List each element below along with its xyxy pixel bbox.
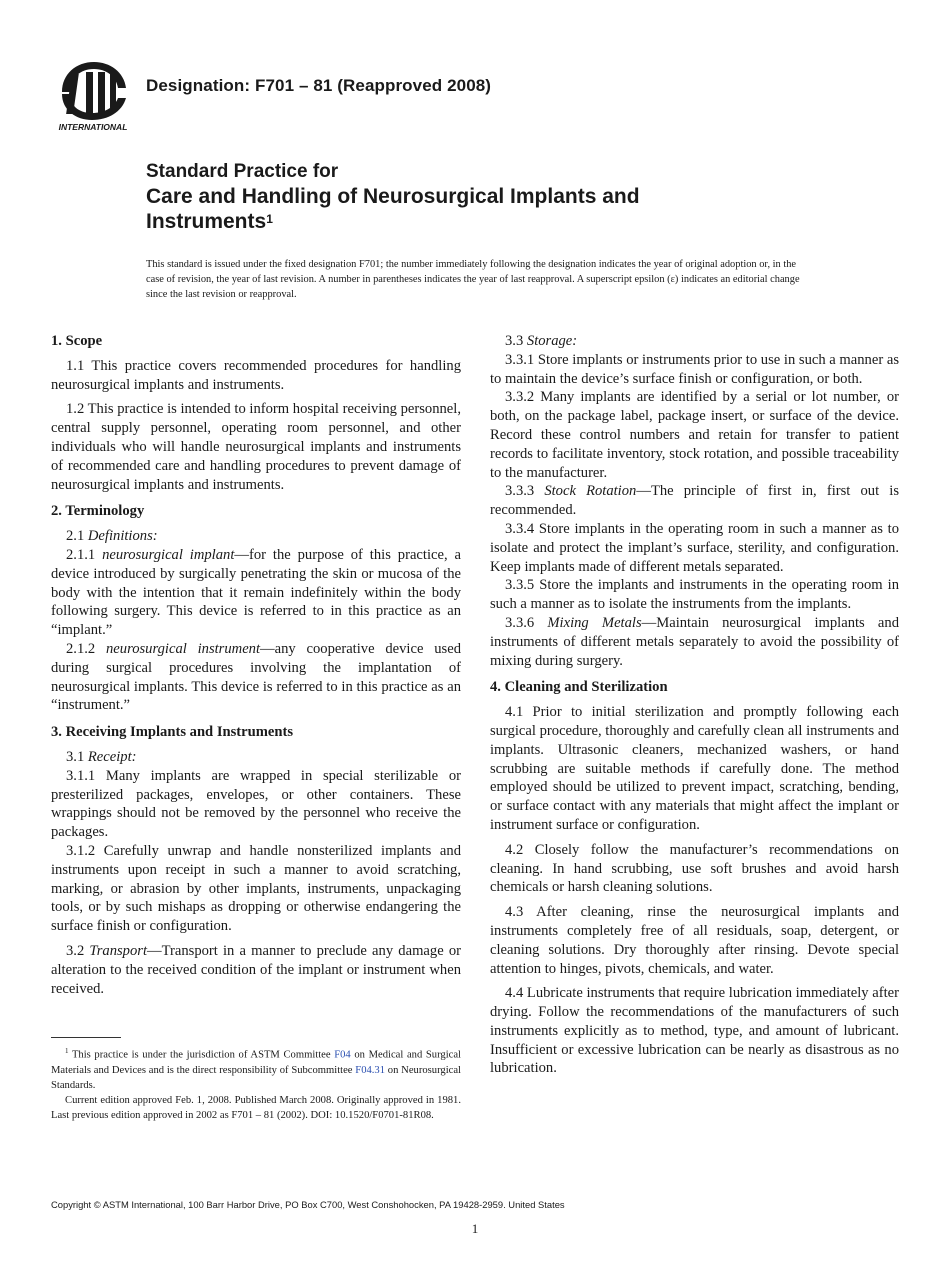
- para-2-1-1-term: neurosurgical implant: [102, 546, 235, 563]
- para-2-1-num: 2.1: [66, 528, 88, 545]
- para-4-4: 4.4 Lubricate instruments that require lubrication immediately after drying. Follow the recommendations of the manufacturers of such instruments explicitly as to method, type, and amount of lubricant. Insufficient or excessive lubrication can be nearly as disastrous as no lubrication.: [490, 985, 899, 1077]
- para-3-3-term: Storage:: [526, 333, 578, 349]
- para-1-1: 1.1 This practice covers recommended procedures for handling neurosurgical implants and instruments.: [51, 357, 461, 393]
- para-3-2-term: Transport: [89, 942, 148, 959]
- para-3-3-6-text: —Maintain neurosurgical implants and instruments of different metals separately to avoid the possibility of mixing during surgery.: [490, 614, 899, 669]
- para-3-3-3-text: —The principle of first in, first out is recommended.: [490, 483, 899, 519]
- title-line-3: [146, 209, 640, 234]
- section-2-heading: 2. Terminology: [51, 503, 145, 520]
- para-3-3-6-num: 3.3.6: [505, 614, 548, 631]
- para-3-1-1: 3.1.1 Many implants are wrapped in special sterilizable or presterilized packages, envelopes, or other containers. These wrappings should not be removed by the personnel who receive the packages.: [51, 767, 461, 841]
- issuance-note: This standard is issued under the fixed designation F701; the number immediately following the designation indicates the year of original adoption or, in the case of revision, the year of last revision. A number in parentheses indicates the year of last reapproval. A superscript epsilon (ε) indicates an editorial change since the last revision or reapproval.: [146, 259, 800, 300]
- para-3-2: [51, 942, 461, 998]
- para-3-3-2: 3.3.2 Many implants are identified by a serial or lot number, or both, on the package label, package insert, or surface of the device. Record these control numbers and retain for transfer to patient records to facilitate inventory, stock rotation, and possible traceability to the manufacturer.: [490, 389, 899, 481]
- para-3-2-text: —Transport in a manner to preclude any damage or alteration to the received condition of the implant or instrument when received.: [51, 942, 461, 997]
- para-3-3-6-term: Mixing Metals: [547, 614, 642, 631]
- page-number: 1: [471, 1221, 479, 1236]
- title-footnote-mark: 1: [266, 212, 273, 226]
- astm-logo-graphic: [52, 58, 134, 132]
- para-2-1-2: [51, 640, 461, 715]
- para-3-3-num: 3.3: [505, 333, 527, 349]
- footnote-text-b: on Medical and Surgical Materials and Devices and is the direct responsibility of Subcommittee: [51, 1049, 461, 1076]
- footnote-text-a: This practice is under the jurisdiction of ASTM Committee: [68, 1049, 335, 1061]
- designation: Designation: F701 – 81 (Reapproved 2008): [146, 76, 492, 95]
- para-3-1-num: 3.1: [66, 748, 88, 765]
- para-3-3-4: 3.3.4 Store implants in the operating room in such a manner as to isolate and protect the implant’s surface, sterility, and configuration. Keep implants made of different metals separated.: [490, 520, 899, 575]
- para-1-2: 1.2 This practice is intended to inform hospital receiving personnel, central supply personnel, operating room personnel, and other individuals who will handle neurosurgical implants and instruments of recommended care and handling procedures to prevent damage of neurosurgical implants and instruments.: [51, 401, 461, 493]
- section-4-heading: 4. Cleaning and Sterilization: [490, 679, 668, 696]
- right-column: [490, 332, 899, 1078]
- subcommittee-link[interactable]: F04.31: [355, 1064, 386, 1076]
- para-4-1: 4.1 Prior to initial sterilization and promptly following each surgical procedure, thoroughly and carefully clean all instruments and implants. Ultrasonic cleaners, mechanized washers, or hand scrubbing are suitable methods if carefully done. The method employed should be utilized to prevent impact, scratching, bending, or surface contact with any materials that might affect the implant or instrument surface or configuration.: [490, 704, 899, 833]
- title-line-2: Care and Handling of Neurosurgical Implants and: [146, 185, 640, 208]
- para-3-1-2: 3.1.2 Carefully unwrap and handle nonsterilized implants and instruments upon receipt in such a manner to avoid scratching, marking, or abrasion by other implants, instruments, unpackaging tools, or by such mishaps as dropping or otherwise endangering the surface finish or configuration.: [51, 842, 461, 935]
- title-line-1: Standard Practice for: [146, 161, 339, 182]
- para-2-1-term: Definitions:: [87, 528, 158, 545]
- footnote-edition: Current edition approved Feb. 1, 2008. Published March 2008. Originally approved in 1981. Last previous edition approved in 2002 as F701 – 81 (2002). DOI: 10.1520/F0701-81R08.: [51, 1094, 461, 1121]
- para-3-3-6: [490, 614, 899, 670]
- para-2-1-2-term: neurosurgical instrument: [106, 640, 261, 657]
- para-3-3-3-num: 3.3.3: [505, 483, 545, 500]
- astm-logo: [52, 58, 134, 132]
- footnote-1: [51, 1044, 461, 1093]
- para-2-1-2-text: —any cooperative device used during surgical procedures involving the implantation of neurosurgical implants. This device is referred to in this practice as an “instrument.”: [51, 640, 461, 714]
- para-2-1-1-num: 2.1.1: [66, 546, 103, 563]
- para-4-2: 4.2 Closely follow the manufacturer’s recommendations on cleaning. In hand scrubbing, use soft brushes and avoid harsh chemicals or harsh cleaning solutions.: [490, 841, 899, 896]
- para-3-3-3: [490, 482, 899, 520]
- para-3-3-5: 3.3.5 Store the implants and instruments in the operating room in such a manner as to isolate the instruments from the implants.: [490, 577, 899, 613]
- footnote-mark: 1: [65, 1047, 69, 1055]
- para-3-2-num: 3.2: [66, 942, 90, 959]
- footnotes: [51, 1044, 461, 1123]
- document-title: [146, 160, 640, 234]
- copyright-line: Copyright © ASTM International, 100 Barr Harbor Drive, PO Box C700, West Conshohocken, PA 19428-2959. United States: [51, 1199, 565, 1210]
- left-column: [51, 332, 461, 998]
- para-2-1-1-text: —for the purpose of this practice, a device introduced by surgically penetrating the skin or mucosa of the body with the intention that it remain indefinitely within the body following surgery. This device is referred to in this practice as an “implant.”: [51, 546, 461, 639]
- footnote-divider: [51, 1037, 121, 1038]
- para-2-1-1: [51, 546, 461, 640]
- para-3-3: [490, 332, 899, 351]
- para-3-1: [51, 748, 461, 767]
- section-3-heading: 3. Receiving Implants and Instruments: [51, 724, 294, 741]
- footnote-text-c: on Neurosurgical Standards.: [51, 1064, 461, 1091]
- logo-subtext: INTERNATIONAL: [58, 122, 128, 132]
- para-4-3: 4.3 After cleaning, rinse the neurosurgical implants and instruments completely free of all residuals, soap, detergent, or cleaning solutions. Dry thoroughly after rinsing. Devote special attention to hinges, pivots, chemicals, and water.: [490, 904, 899, 977]
- para-3-3-3-term: Stock Rotation: [544, 483, 637, 500]
- para-2-1-2-num: 2.1.2: [66, 640, 106, 657]
- para-3-1-term: Receipt:: [87, 748, 137, 765]
- committee-link[interactable]: F04: [334, 1049, 351, 1061]
- para-2-1: [51, 527, 461, 546]
- para-3-3-1: 3.3.1 Store implants or instruments prior to use in such a manner as to maintain the device’s surface finish or configuration, or both.: [490, 351, 899, 387]
- section-1-heading: 1. Scope: [51, 333, 103, 349]
- title-line-3-text: Instruments: [146, 210, 267, 233]
